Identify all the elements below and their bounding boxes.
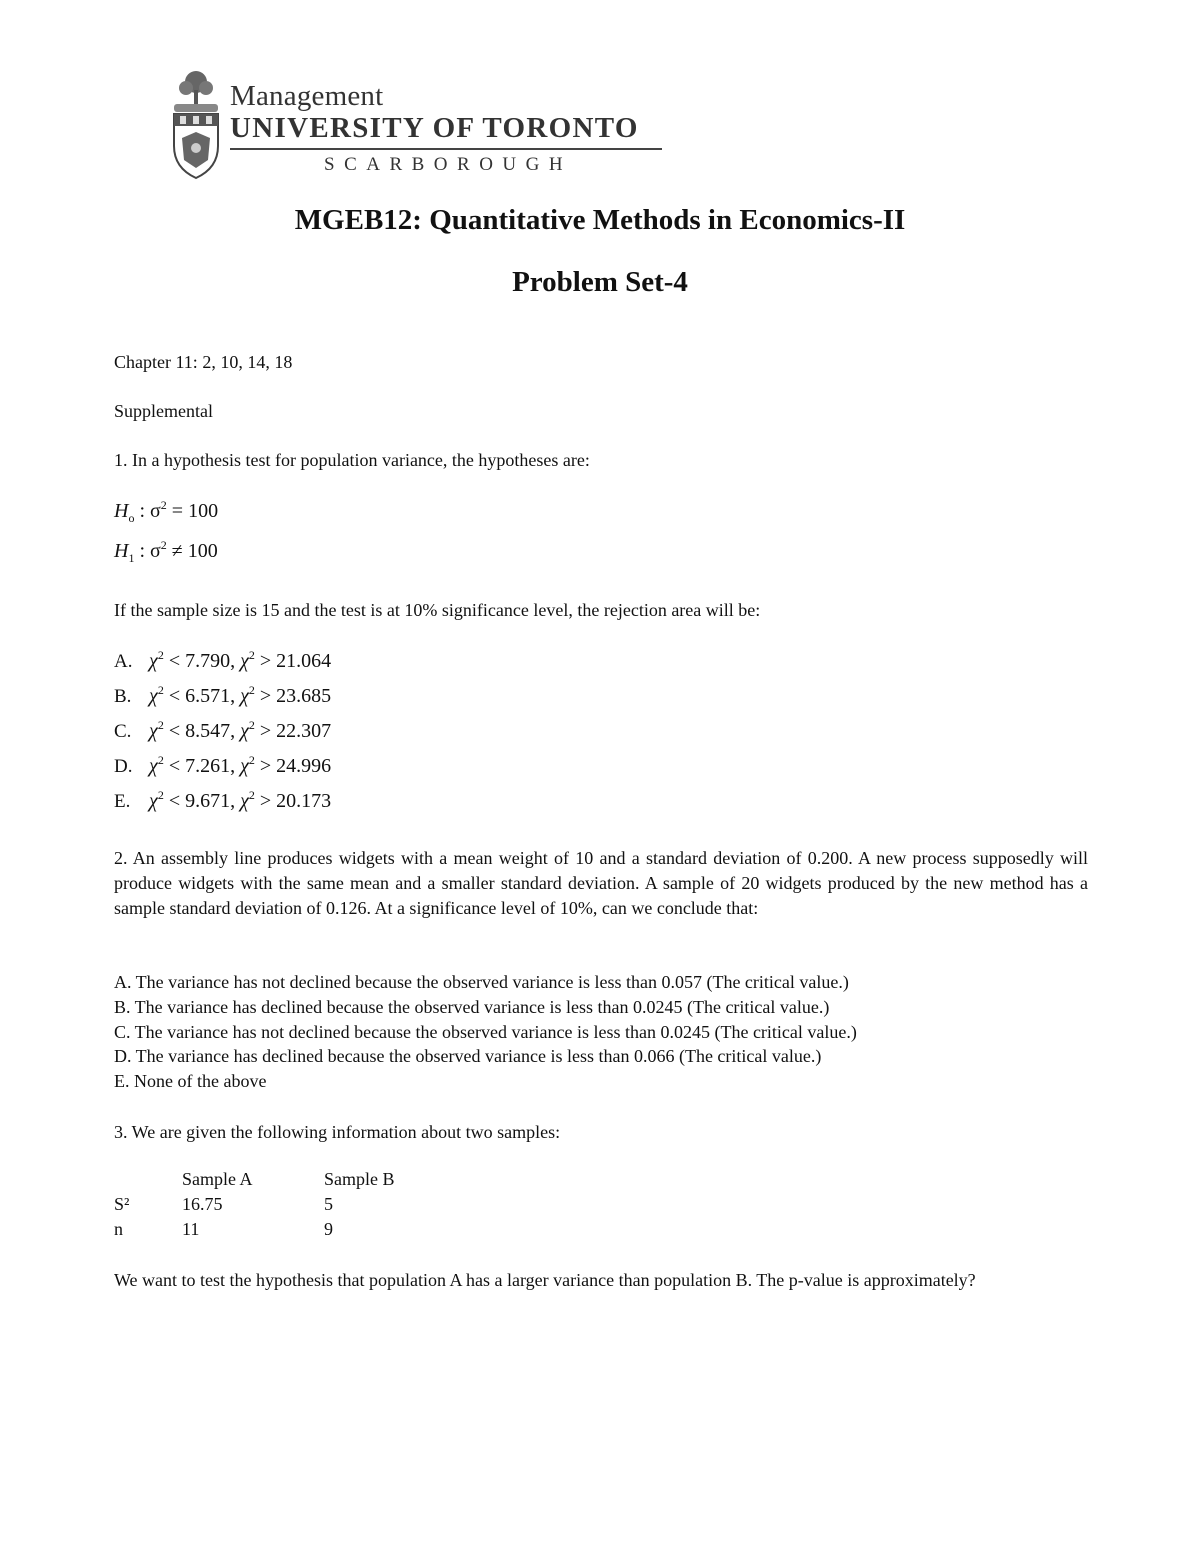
q2-option-c: C. The variance has not declined because the observed variance is less than 0.0245 (The critical value.) <box>114 1022 857 1042</box>
chi-symbol: χ <box>240 650 249 672</box>
q2-option-a: A. The variance has not declined because the observed variance is less than 0.057 (The critical value.) <box>114 972 849 992</box>
h0-exponent: 2 <box>160 498 167 512</box>
chi-exponent: 2 <box>157 718 164 732</box>
chi-symbol: χ <box>149 685 158 707</box>
chi-symbol: χ <box>149 650 158 672</box>
h1-subscript: 1 <box>128 551 135 565</box>
q1-option-c <box>114 720 331 743</box>
q1-option-label: B. <box>114 686 132 707</box>
letterhead-divider <box>230 148 662 150</box>
table-cell: 16.75 <box>182 1194 223 1214</box>
q1-option-label: A. <box>114 651 133 672</box>
q2-option-d: D. The variance has declined because the observed variance is less than 0.066 (The critical value.) <box>114 1046 822 1066</box>
q1-option-high: > 21.064 <box>254 650 332 672</box>
h0-sigma: : σ <box>139 500 161 522</box>
q1-option-high: > 20.173 <box>254 790 332 812</box>
q1-option-high: > 22.307 <box>254 720 332 742</box>
chi-exponent: 2 <box>248 788 255 802</box>
table-header-cell: Sample B <box>324 1169 395 1189</box>
q1-option-high: > 24.996 <box>254 755 332 777</box>
table-header-row <box>114 1169 444 1190</box>
letterhead-management: Management <box>230 80 384 112</box>
chi-exponent: 2 <box>248 718 255 732</box>
chi-exponent: 2 <box>248 753 255 767</box>
h1-sigma: : σ <box>139 540 161 562</box>
table-cell: 9 <box>324 1219 333 1239</box>
q1-option-low: < 7.261, <box>163 755 236 777</box>
q1-option-b <box>114 685 331 708</box>
q1-option-e <box>114 790 331 813</box>
chi-exponent: 2 <box>157 683 164 697</box>
document-title: MGEB12: Quantitative Methods in Economics-II <box>294 204 906 236</box>
q1-null-hypothesis <box>114 500 218 523</box>
letterhead-campus: SCARBOROUGH <box>324 154 573 175</box>
chi-exponent: 2 <box>157 788 164 802</box>
letterhead <box>168 68 668 183</box>
q3-question: We want to test the hypothesis that population A has a larger variance than population B. The p-value is approximately? <box>114 1270 976 1290</box>
q1-option-high: > 23.685 <box>254 685 332 707</box>
h0-symbol: H <box>114 500 129 522</box>
table-row <box>114 1219 444 1240</box>
chi-symbol: χ <box>240 685 249 707</box>
supplemental-heading: Supplemental <box>114 401 213 421</box>
q1-option-d <box>114 755 331 778</box>
h0-relation: = 100 <box>166 500 219 522</box>
chi-exponent: 2 <box>157 753 164 767</box>
table-cell: S² <box>114 1194 130 1214</box>
chi-exponent: 2 <box>248 648 255 662</box>
q1-option-label: E. <box>114 791 131 812</box>
q1-option-low: < 9.671, <box>163 790 236 812</box>
table-cell: n <box>114 1219 123 1239</box>
q1-option-low: < 7.790, <box>163 650 236 672</box>
q2-option-e: E. None of the above <box>114 1071 267 1091</box>
h1-exponent: 2 <box>160 538 167 552</box>
table-cell: 11 <box>182 1219 200 1239</box>
letterhead-university: UNIVERSITY OF TORONTO <box>230 112 639 144</box>
q1-intro: 1. In a hypothesis test for population variance, the hypotheses are: <box>114 450 590 470</box>
chi-symbol: χ <box>240 720 249 742</box>
chi-exponent: 2 <box>248 683 255 697</box>
chi-symbol: χ <box>240 790 249 812</box>
table-row <box>114 1194 444 1215</box>
table-header-cell: Sample A <box>182 1169 253 1189</box>
chapter-line: Chapter 11: 2, 10, 14, 18 <box>114 352 293 372</box>
h1-symbol: H <box>114 540 129 562</box>
q1-option-low: < 8.547, <box>163 720 236 742</box>
chi-symbol: χ <box>149 790 158 812</box>
chi-symbol: χ <box>240 755 249 777</box>
chi-exponent: 2 <box>157 648 164 662</box>
q1-question: If the sample size is 15 and the test is at 10% significance level, the rejection area will be: <box>114 600 761 620</box>
chi-symbol: χ <box>149 755 158 777</box>
q1-option-low: < 6.571, <box>163 685 236 707</box>
q1-alt-hypothesis <box>114 540 218 563</box>
q2-option-b: B. The variance has declined because the observed variance is less than 0.0245 (The critical value.) <box>114 997 830 1017</box>
university-crest-icon <box>168 68 224 180</box>
table-cell: 5 <box>324 1194 333 1214</box>
document-subtitle: Problem Set-4 <box>512 266 688 298</box>
q3-intro: 3. We are given the following information about two samples: <box>114 1122 561 1142</box>
h1-relation: ≠ 100 <box>166 540 218 562</box>
h0-subscript: o <box>128 511 135 525</box>
q1-option-label: C. <box>114 721 132 742</box>
q1-option-a <box>114 650 331 673</box>
q2-text: 2. An assembly line produces widgets with a mean weight of 10 and a standard deviation of 0.200. A new process supposedly will produce widgets with the same mean and a smaller standard deviation. A sample of 20 widgets produced by the new method has a sample standard deviation of 0.126. At a significance level of 10%, can we conclude that: <box>114 848 1088 918</box>
chi-symbol: χ <box>149 720 158 742</box>
q1-option-label: D. <box>114 756 133 777</box>
